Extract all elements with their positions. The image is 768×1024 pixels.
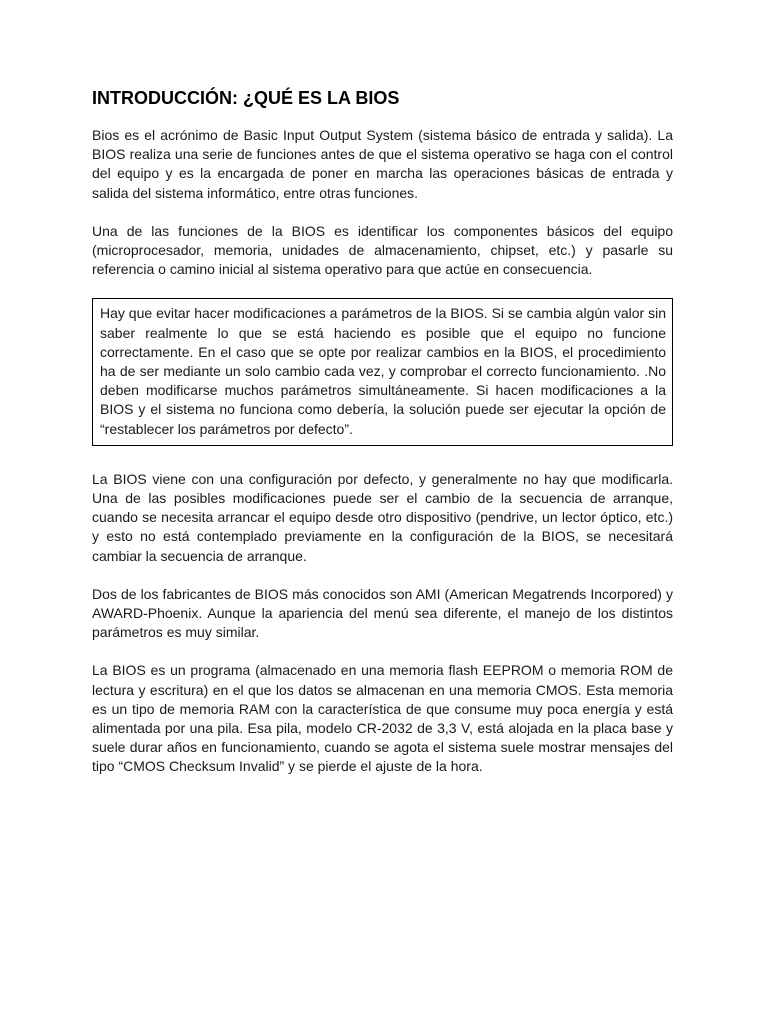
paragraph-definition: Bios es el acrónimo de Basic Input Output System (sistema básico de entrada y salida). La BIOS realiza una serie de funciones antes de que el sistema operativo se haga con el control del equipo y es la encargada de poner en marcha las operaciones básicas de entrada y salida del sistema informático, entre otras funciones. xyxy=(92,127,673,201)
paragraph-cmos-memory: La BIOS es un programa (almacenado en una memoria flash EEPROM o memoria ROM de lectura y escritura) en el que los datos se almacenan en una memoria CMOS. Esta memoria es un tipo de memoria RAM con la característica de que consume muy poca energía y está alimentada por una pila. Esa pila, modelo CR-2032 de 3,3 V, está alojada en la placa base y suele durar años en funcionamiento, cuando se agota el sistema suele mostrar mensajes del tipo “CMOS Checksum Invalid” y se pierde el ajuste de la hora. xyxy=(92,662,673,775)
paragraph-default-config: La BIOS viene con una configuración por defecto, y generalmente no hay que modificarla. Una de las posibles modificaciones puede ser el cambio de la secuencia de arranque, cuando se necesita arrancar el equipo desde otro dispositivo (pendrive, un lector óptico, etc.) y esto no está contemplado previamente en la configuración de la BIOS, se necesitará cambiar la secuencia de arranque. xyxy=(92,470,673,564)
page-title: INTRODUCCIÓN: ¿QUÉ ES LA BIOS xyxy=(92,88,400,108)
warning-note-text: Hay que evitar hacer modificaciones a parámetros de la BIOS. Si se cambia algún valor sin saber realmente lo que se está haciendo es posible que el equipo no funcione correctamente. En el caso que se opte por realizar cambios en la BIOS, el procedimiento ha de ser mediante un solo cambio cada vez, y comprobar el correcto funcionamiento. .No deben modificarse muchos parámetros simultáneamente. Si hacen modificaciones a la BIOS y el sistema no funciona como debería, la solución puede ser ejecutar la opción de “restablecer los parámetros por defecto”. xyxy=(100,305,666,437)
warning-note-box xyxy=(92,298,673,445)
paragraph-functions: Una de las funciones de la BIOS es identificar los componentes básicos del equipo (microprocesador, memoria, unidades de almacenamiento, chipset, etc.) y pasarle su referencia o camino inicial al sistema operativo para que actúe en consecuencia. xyxy=(92,222,673,278)
document-page xyxy=(92,86,673,796)
paragraph-manufacturers: Dos de los fabricantes de BIOS más conocidos son AMI (American Megatrends Incorpored) y AWARD-Phoenix. Aunque la apariencia del menú sea diferente, el manejo de los distintos parámetros es muy similar. xyxy=(92,585,673,641)
